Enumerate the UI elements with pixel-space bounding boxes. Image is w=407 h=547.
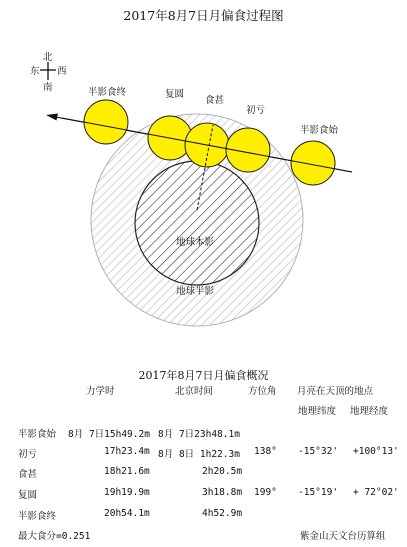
row-azimuth: 199° xyxy=(254,487,277,498)
compass-south: 南 xyxy=(43,82,53,93)
row-mechanics-time: 20h54.1m xyxy=(104,508,150,519)
label-maximum: 食甚 xyxy=(205,95,225,106)
row-beijing-time: 8月 7日23h48.1m xyxy=(158,429,240,440)
row-beijing-time: 2h20.5m xyxy=(202,466,243,477)
row-beijing-time: 8月 8日 1h22.3m xyxy=(158,449,240,460)
row-event: 半影食终 xyxy=(18,511,57,522)
row-mechanics-time: 8月 7日15h49.2m xyxy=(68,429,150,440)
row-geo-lon: + 72°02' xyxy=(353,487,399,498)
label-penumbra: 地球半影 xyxy=(176,286,215,297)
moon-path-arrow-icon xyxy=(46,114,58,121)
row-event: 复圆 xyxy=(18,490,38,501)
row-mechanics-time: 18h21.6m xyxy=(104,466,150,477)
diagram-title: 2017年8月7日月偏食过程图 xyxy=(123,8,284,23)
row-beijing-time: 3h18.8m xyxy=(202,487,243,498)
compass-west: 西 xyxy=(57,66,67,77)
col-azimuth: 方位角 xyxy=(248,386,277,397)
earth-umbra-hatch xyxy=(135,161,259,285)
row-event: 初亏 xyxy=(18,449,38,460)
row-geo-lat: -15°32' xyxy=(298,446,339,457)
compass xyxy=(30,51,67,93)
col-geo-lat: 地理纬度 xyxy=(298,406,337,417)
row-mechanics-time: 17h23.4m xyxy=(104,446,150,457)
col-zenith-place: 月亮在天顶的地点 xyxy=(297,386,374,397)
row-beijing-time: 4h52.9m xyxy=(202,508,243,519)
summary-title: 2017年8月7日月偏食概况 xyxy=(138,369,269,382)
moon-penumbral-end xyxy=(84,100,128,144)
row-event: 半影食始 xyxy=(18,429,57,440)
row-azimuth: 138° xyxy=(254,446,277,457)
label-penumbral-end: 半影食终 xyxy=(88,87,127,98)
label-penumbral-start: 半影食始 xyxy=(300,125,339,136)
row-mechanics-time: 19h19.9m xyxy=(104,487,150,498)
label-reappearance: 复圆 xyxy=(165,89,185,100)
moon-penumbral-start xyxy=(291,141,335,185)
row-geo-lon: +100°13' xyxy=(353,446,399,457)
row-geo-lat: -15°19' xyxy=(298,487,339,498)
label-first-contact: 初亏 xyxy=(246,105,266,116)
credit: 紫金山天文台历算组 xyxy=(300,531,386,542)
compass-north: 北 xyxy=(43,52,53,63)
label-umbra: 地球本影 xyxy=(176,237,215,248)
compass-east: 东 xyxy=(30,66,40,77)
col-geo-lon: 地理经度 xyxy=(350,406,389,417)
row-event: 食甚 xyxy=(18,469,38,480)
max-magnitude: 最大食分=0.251 xyxy=(18,531,91,542)
col-beijing-time: 北京时间 xyxy=(175,386,214,397)
col-mechanics-time: 力学时 xyxy=(86,386,115,397)
